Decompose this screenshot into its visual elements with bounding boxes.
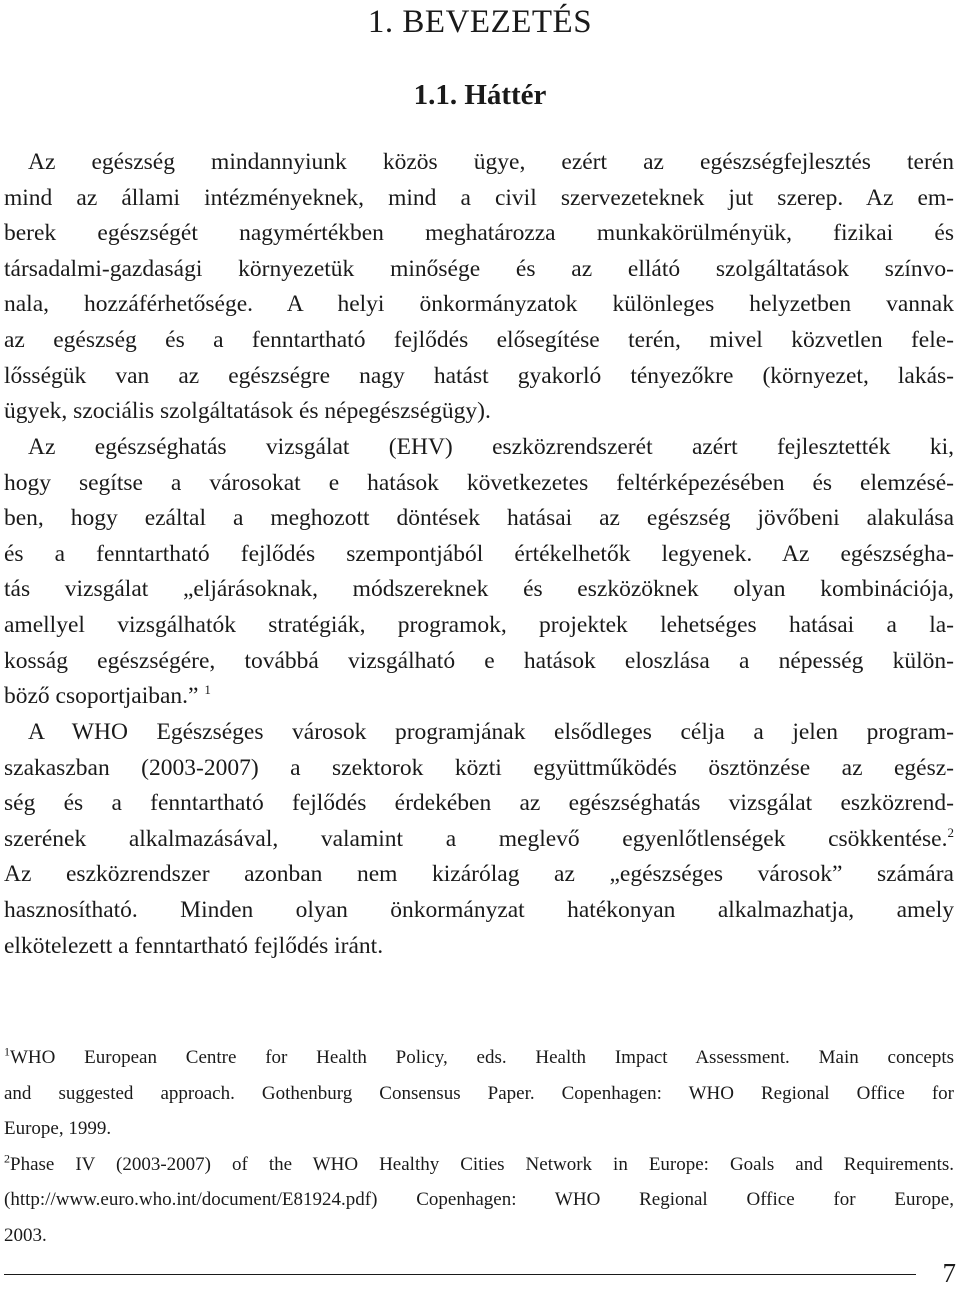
text-line: [4, 679, 954, 715]
footnote-line: 2003.: [4, 1224, 47, 1246]
text-line: ben, hogy ezáltal a meghozott döntések hatásai az egészség jövőbeni alakulása: [4, 505, 954, 532]
text-line: [4, 822, 954, 858]
text-line: A WHO Egészséges városok programjának elsődleges célja a jelen program-: [28, 719, 954, 745]
text-line: szakaszban (2003-2007) a szektorok közti együttműködés ösztönzése az egész-: [4, 754, 954, 781]
text-line: berek egészségét nagymértékben meghatározza munkakörülményük, fizikai és: [4, 220, 954, 247]
paragraph-ehv: [4, 430, 954, 715]
footnote: [4, 1040, 954, 1147]
text-line: Az egészséghatás vizsgálat (EHV) eszközrendszerét azért fejlesztették ki,: [28, 434, 954, 460]
footnote-reference: 2: [947, 824, 954, 840]
text-line: elkötelezett a fenntartható fejlődés iránt.: [4, 932, 384, 959]
footnote: [4, 1147, 954, 1254]
chapter-title: 1. BEVEZETÉS: [367, 4, 593, 40]
text-line: amellyel vizsgálhatók stratégiák, programok, projektek lehetséges hatásai a la-: [4, 611, 954, 638]
text-line: hogy segítse a városokat e hatások következetes feltérképezésében és elemzésé-: [4, 469, 954, 496]
footnote-number: 2: [4, 1151, 10, 1166]
section-title: 1.1. Háttér: [413, 79, 547, 111]
text-line: az egészség és a fenntartható fejlődés elősegítése terén, mivel közvetlen fele-: [4, 326, 954, 353]
text-line: ség és a fenntartható fejlődés érdekében az egészséghatás vizsgálat eszközrend-: [4, 790, 954, 817]
text-line: társadalmi-gazdasági környezetük minősége és az ellátó szolgáltatások színvo-: [4, 255, 954, 282]
text-fragment: Phase IV (2003-2007) of the WHO Healthy Cities Network in Europe: Goals and Requirements.: [10, 1153, 954, 1175]
text-line: és a fenntartható fejlődés szempontjából értékelhetők legyenek. Az egészségha-: [4, 540, 954, 567]
footnote-reference: 1: [204, 682, 211, 698]
text-line: kosság egészségére, továbbá vizsgálható e hatások eloszlása a népesség külön-: [4, 647, 954, 674]
footnote-line: and suggested approach. Gothenburg Consensus Paper. Copenhagen: WHO Regional Office for: [4, 1082, 954, 1104]
footnote-number: 1: [4, 1044, 10, 1059]
footer-rule: [4, 1274, 916, 1275]
text-fragment: böző csoportjaiban.”: [4, 683, 199, 710]
footnote-line: [4, 1040, 954, 1076]
footnote-line: [4, 1147, 954, 1183]
text-line: hasznosítható. Minden olyan önkormányzat hatékonyan alkalmazhatja, amely: [4, 896, 954, 923]
text-line: mind az állami intézményeknek, mind a civil szervezeteknek jut szerep. Az em-: [4, 184, 954, 211]
text-line: nala, hozzáférhetősége. A helyi önkormányzatok különleges helyzetben vannak: [4, 291, 954, 318]
text-line: Az eszközrendszer azonban nem kizárólag az „egészséges városok” számára: [4, 861, 954, 888]
footnote-line: Europe, 1999.: [4, 1118, 112, 1139]
page-number: 7: [942, 1258, 956, 1288]
paragraph-who: [4, 715, 954, 964]
footnote-line: (http://www.euro.who.int/document/E81924.pdf) Copenhagen: WHO Regional Office for Europe,: [4, 1189, 954, 1210]
text-fragment: WHO European Centre for Health Policy, eds. Health Impact Assessment. Main concepts: [10, 1047, 954, 1068]
text-fragment: szerének alkalmazásával, valamint a meglevő egyenlőtlenségek csökkentése.: [4, 825, 948, 852]
text-line: ügyek, szociális szolgáltatások és népegészségügy).: [4, 398, 491, 425]
text-line: Az egészség mindannyiunk közös ügye, ezért az egészségfejlesztés terén: [28, 149, 954, 175]
footnotes: [4, 1040, 954, 1253]
paragraph-intro: [4, 145, 954, 430]
text-line: lősségük van az egészségre nagy hatást gyakorló tényezőkre (környezet, lakás-: [4, 362, 954, 389]
text-line: tás vizsgálat „eljárásoknak, módszereknek és eszközöknek olyan kombinációja,: [4, 576, 954, 603]
